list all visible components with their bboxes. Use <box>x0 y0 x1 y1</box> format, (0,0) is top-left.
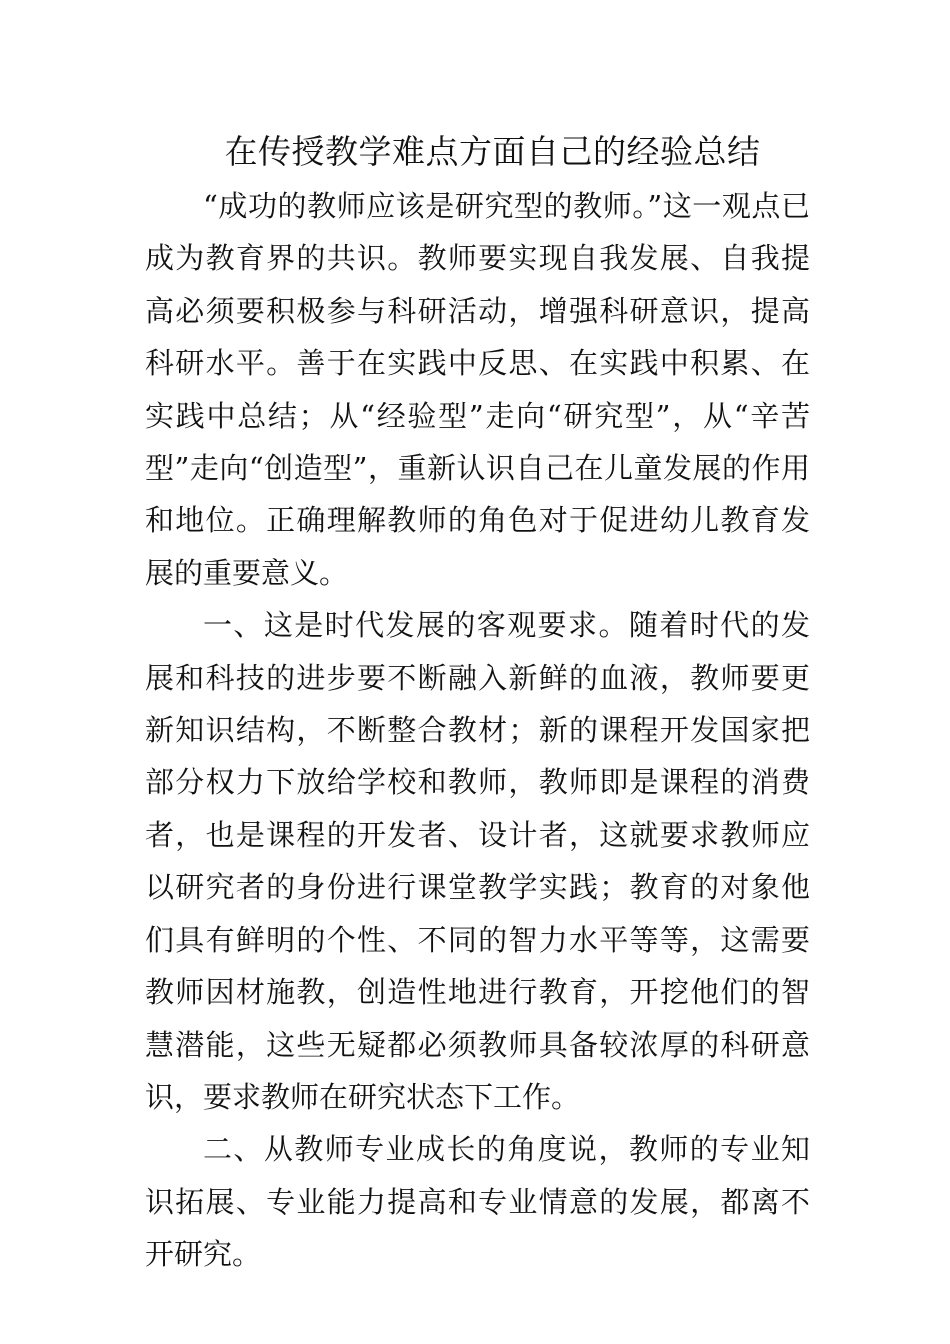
paragraph-intro: “成功的教师应该是研究型的教师。”这一观点已成为教育界的共识。教师要实现自我发展、自我提高必须要积极参与科研活动，增强科研意识，提高科研水平。善于在实践中反思、在实践中积累、在实践中总结；从“经验型”走向“研究型”，从“辛苦型”走向“创造型”，重新认识自己在儿童发展的作用和地位。正确理解教师的角色对于促进幼儿教育发展的重要意义。 <box>145 189 810 590</box>
document-title: 在传授教学难点方面自己的经验总结 <box>224 132 761 171</box>
paragraph-point-two: 二、从教师专业成长的角度说，教师的专业知识拓展、专业能力提高和专业情意的发展，都离不开研究。 <box>145 1132 810 1272</box>
document-body <box>145 124 810 1281</box>
paragraph-point-one: 一、这是时代发展的客观要求。随着时代的发展和科技的进步要不断融入新鲜的血液，教师要更新知识结构，不断整合教材；新的课程开发国家把部分权力下放给学校和教师，教师即是课程的消费者，也是课程的开发者、设计者，这就要求教师应以研究者的身份进行课堂教学实践；教育的对象他们具有鲜明的个性、不同的智力水平等等，这需要教师因材施教，创造性地进行教育，开挖他们的智慧潜能，这些无疑都必须教师具备较浓厚的科研意识，要求教师在研究状态下工作。 <box>145 608 810 1114</box>
